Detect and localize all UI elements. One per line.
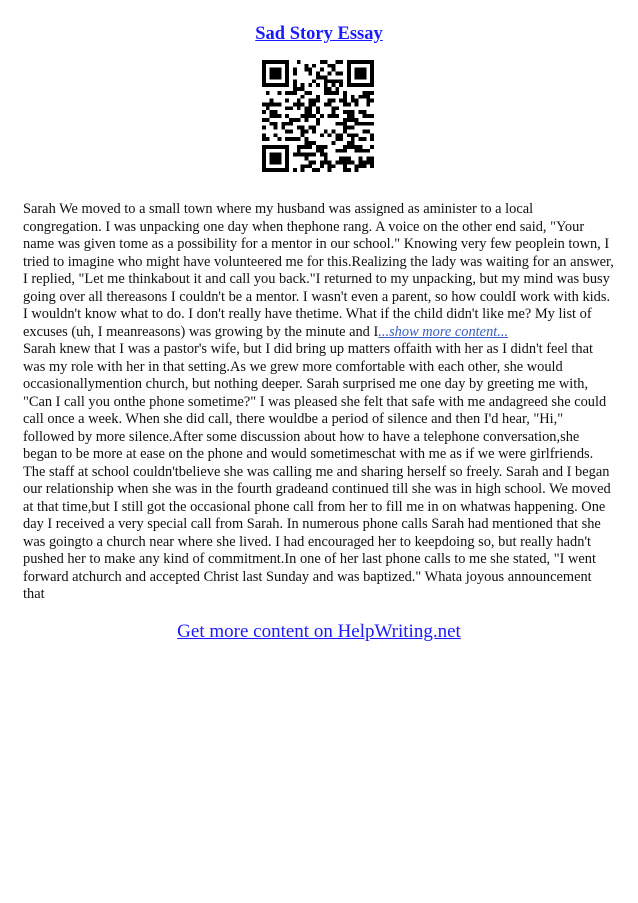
essay-paragraph <box>23 341 615 604</box>
paragraph-text: Sarah We moved to a small town where my husband was assigned as aminister to a local congregation. I was unpacking one day when thephone rang. A voice on the other end said, "Your name was given tome as a possibility for a mentor in our school." Knowing very few peoplein town, I tried to imagine who might have volunteered me for this.Realizing the lady was waiting for an answer, I replied, "Let me thinkabout it and call you back."I returned to my unpacking, but my mind was busy going over all thereasons I couldn't be a mentor. I wasn't even a parent, so how couldI work with kids. I wouldn't know what to do. I don't really have thetime. What if the child didn't like me? My list of excuses (uh, I meanreasons) was growing by the minute and I <box>23 201 614 340</box>
essay-paragraph <box>23 201 615 341</box>
essay-body <box>23 201 615 604</box>
qr-code-icon <box>262 60 374 172</box>
page-title[interactable]: Sad Story Essay <box>255 24 383 44</box>
paragraph-text: Sarah knew that I was a pastor's wife, but I did bring up matters offaith with her as I didn't feel that was my role with her in that setting.As we grew more comfortable with each other, she would occasionallymention church, but nothing deeper. Sarah surprised me one day by greeting me with, "Can I call you onthe phone sometime?" I was pleased she felt that safe with me andagreed she could call once a week. When she did call, there wouldbe a period of silence and then I'd hear, "Hi," followed by more silence.After some discussion about how to have a telephone conversation,she began to be more at ease on the phone and would sometimeschat with me as if we were girlfriends. The staff at school couldn'tbelieve she was calling me and sharing herself so freely. Sarah and I began our relationship when she was in the fourth gradeand continued till she was in high school. We moved at that time,but I still got the occasional phone call from her to fill me in on whatwas happening. One day I received a very special call from Sarah. In numerous phone calls Sarah had mentioned that she was goingto a church near where she lived. I had encouraged her to keepdoing so, but really hadn't pushed her to make any kind of commitment.In one of her last phone calls to me she stated, "I went forward atchurch and accepted Christ last Sunday and was baptized." Whata joyous announcement that <box>23 341 611 602</box>
footer-link[interactable]: Get more content on HelpWriting.net <box>177 621 461 642</box>
show-more-link[interactable]: ...show more content... <box>378 323 509 340</box>
